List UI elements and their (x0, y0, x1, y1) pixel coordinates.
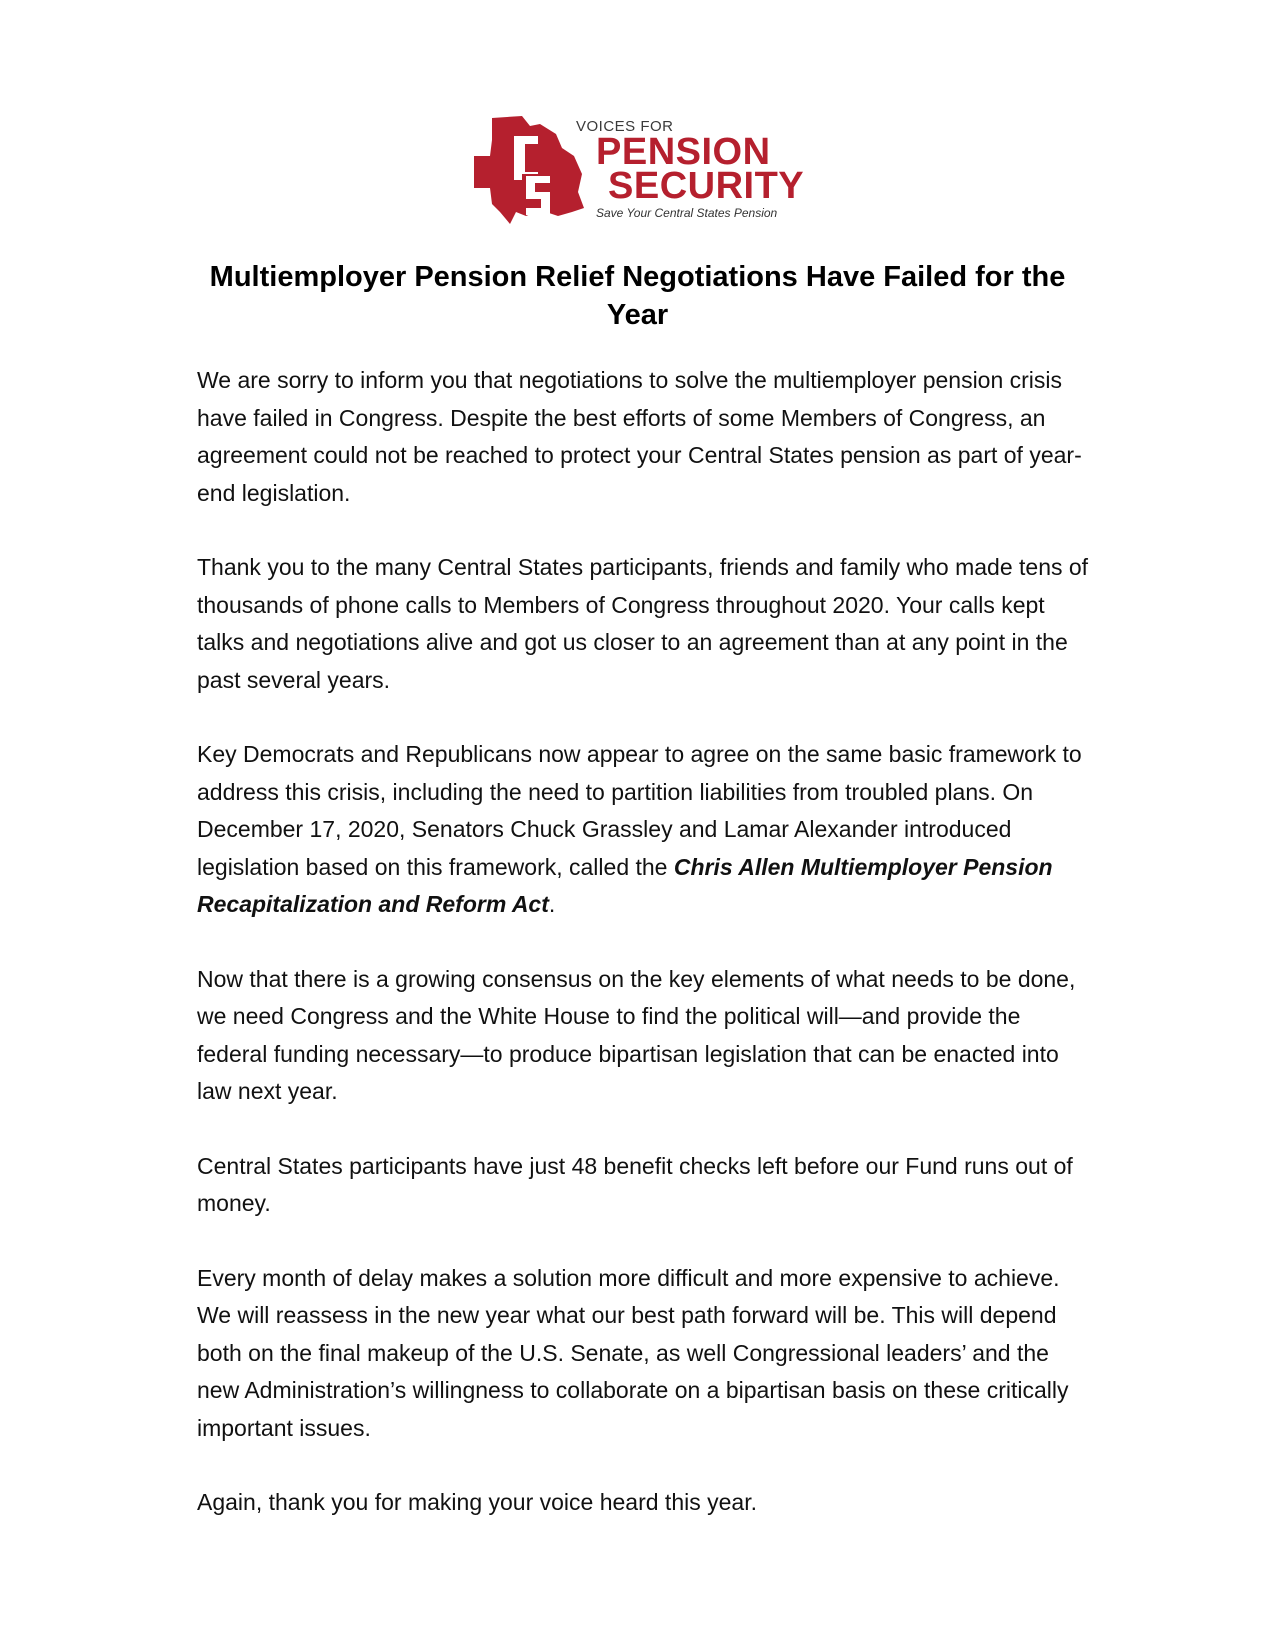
paragraph-framework-text: Key Democrats and Republicans now appear to agree on the same basic framework to address this crisis, including the need to partition liabilities from troubled plans. On December 17, 2020, Senators Chuck Grassley and Lamar Alexander introduced legislation based on this framework, called the (197, 741, 1082, 880)
central-states-map-icon (470, 112, 590, 234)
logo-pension-text: PENSION (596, 131, 771, 173)
voices-for-pension-security-logo (470, 112, 810, 234)
bill-name: Chris Allen Multiemployer Pension Recapitalization and Reform Act (197, 853, 1053, 917)
paragraph-negotiations-failed: We are sorry to inform you that negotiations to solve the multiemployer pension crisis have failed in Congress. Despite the best efforts of some Members of Congress, an agreement could not be reached to protect your Central States pension as part of year-end legislation. (197, 367, 1082, 506)
paragraph-closing-thanks: Again, thank you for making your voice heard this year. (197, 1489, 757, 1515)
paragraph-framework-period: . (548, 891, 556, 917)
letter-body (197, 362, 1097, 1559)
logo-tagline: Save Your Central States Pension (596, 206, 778, 220)
paragraph-growing-consensus: Now that there is a growing consensus on the key elements of what needs to be done, we need Congress and the White House to find the political will—and provide the federal funding necessary—to produce bipartisan legislation that can be enacted into law next year. (197, 965, 1076, 1104)
paragraph-benefit-checks: Central States participants have just 48 benefit checks left before our Fund runs out of money. (197, 1152, 1073, 1216)
paragraph-framework-legislation (197, 736, 1097, 924)
page-title: Multiemployer Pension Relief Negotiations Have Failed for the Year (209, 261, 1066, 331)
paragraph-delay-reassess: Every month of delay makes a solution more difficult and more expensive to achieve. We will reassess in the new year what our best path forward will be. This will depend both on the final makeup of the U.S. Senate, as well Congressional leaders’ and the new Administration’s willingness to collaborate on a bipartisan basis on these critically important issues. (197, 1264, 1069, 1441)
logo-security-text: SECURITY (608, 165, 805, 207)
logo-voices-for-text: VOICES FOR (576, 118, 674, 135)
paragraph-thank-you-callers: Thank you to the many Central States participants, friends and family who made tens of thousands of phone calls to Members of Congress throughout 2020. Your calls kept talks and negotiations alive and got us closer to an agreement than at any point in the past several years. (197, 554, 1089, 693)
